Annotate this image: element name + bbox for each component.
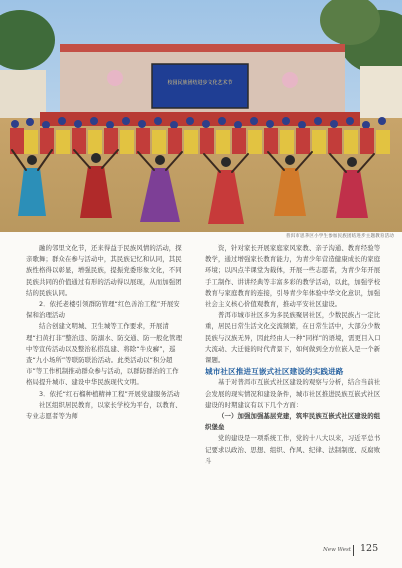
event-photo — [0, 0, 402, 232]
subheading: 3．依托“红石榴种植精神工程”开展党建服务活动 — [39, 389, 180, 398]
paragraph: 社区组织居民教育，以家长学校为平台，以教育、专业志愿者等为师 — [26, 400, 182, 421]
photo-caption: 普洱市思茅区小学生参加民族团结进步主题教育活动 — [285, 234, 394, 239]
subheading: （一）加强加强基层党建，筑牢民族互嵌式社区建设的组织堡垒 — [205, 412, 381, 432]
paragraph: 党的建设是一项系统工作，党的十八大以来，习近平总书记要求以政治、思想、组织、作风、纪律、法制制度、反腐败斗 — [205, 434, 381, 465]
event-photo-illustration — [0, 0, 402, 232]
page-number: 125 — [360, 543, 379, 554]
paragraph: 资，针对家长开展家庭家风家教、亲子沟通、教育经验等教学，通过增强家长教育能力，为青少年营造健康成长的家庭环境；以四点半课堂为载体，开展一些志愿者，为青少年开展手工制作、讲讲经典等丰富多彩的教学活动，以此，加强学校教育与家庭教育的连接，引导青少年体验中华文化意识，加强社会主义核心价值观教育，推动平安社区建设。 — [205, 244, 381, 309]
magazine-name: New West — [323, 547, 352, 553]
paragraph: 普洱市城市社区多为多民族聚居社区，少数民族占一定比重，居民日常生活文化交流频繁，在日常生活中，大部分少数民族与汉族无异，因此经由人一种“同样”的语境，需更目入口大流动、大迁徙的时代背景下，如何做到全方位嵌入是一个新课题。 — [205, 311, 381, 365]
paragraph: 结合创建文明城、卫生城等工作要求，开展清理“扫黄打非”整治违、防溺水、防交通、防一般化管理中等宣传活动以及整治私搭乱建、将除“牛皮癣”，巡查“九小场所”等联防联治活动。此类活动以“积分超市”等工作机制推动群众参与活动，以群防群治的工作格局提升城市、建设中华民族现代文明。 — [26, 322, 183, 387]
paragraph: 融的邻里文化节，还来得益于民族风情的活动，探亲歌舞；群众在参与活动中，其民族记忆和认同，其民族性格得以彰显，增强民族，提振党委形象文化，不同民族共同的价值通过有形的活动得以展现，从而加强团结的民族认同。 — [26, 244, 182, 297]
left-column — [26, 243, 184, 422]
section-heading: 城市社区推进互嵌式社区建设的实践进路 — [205, 367, 344, 377]
page-divider — [353, 545, 354, 556]
right-column — [205, 243, 381, 467]
subheading: 2．依托老楼引领群防管理“红色善治工程”开展安保和治理活动 — [26, 300, 180, 320]
banner-text: 校园民族团结进步文化艺术节 — [167, 80, 233, 86]
paragraph: 基于对普洱市互嵌式社区建设的观察与分析，结合当前社会发展的现实情况和建设条件，城市社区推进民族互嵌式社区建设的时期建议有以下几个方面： — [205, 378, 381, 409]
